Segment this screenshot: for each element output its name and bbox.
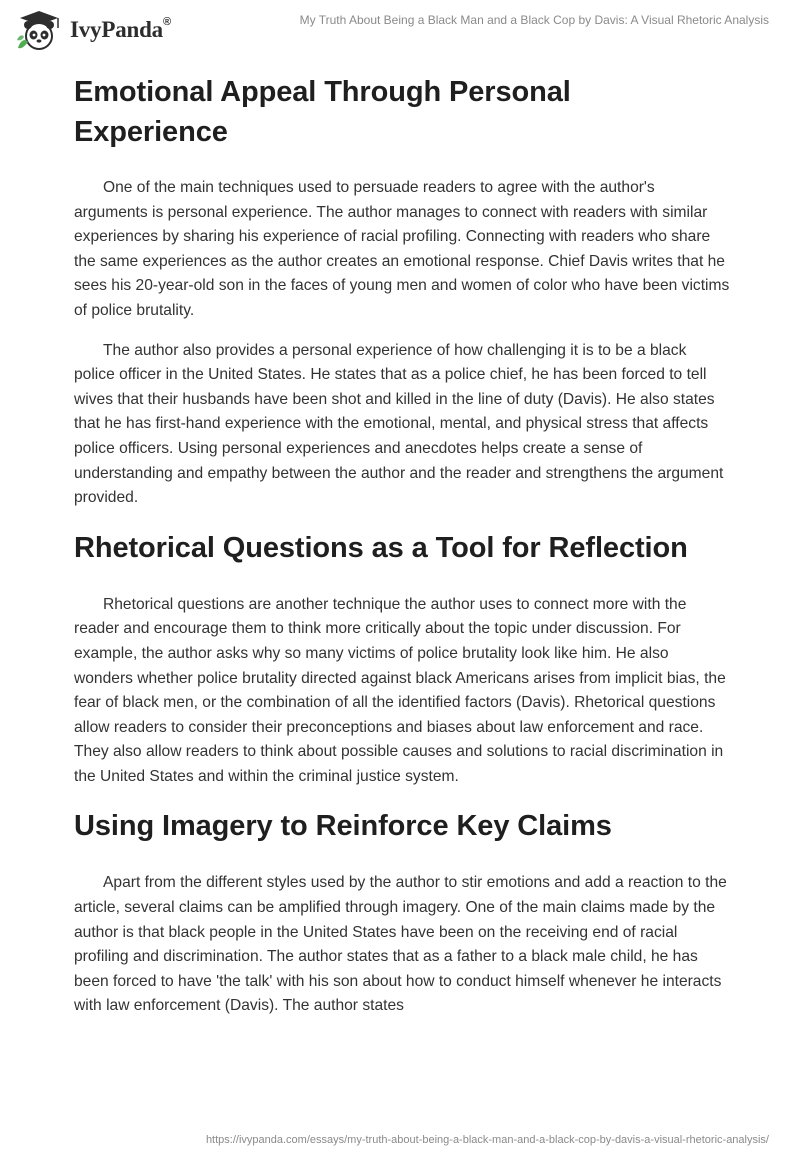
- paragraph: The author also provides a personal experience of how challenging it is to be a black police officer in the United States. He states that as a police chief, he has been forced to tell wives that their husbands have been shot and killed in the line of duty (Davis). He also states that he has first-hand experience with the emotional, mental, and physical stress that affects police officers. Using personal experiences and anecdotes helps create a sense of understanding and empathy between the author and the reader and strengthens the argument provided.: [74, 341, 724, 507]
- source-url-link[interactable]: https://ivypanda.com/essays/my-truth-about-being-a-black-man-and-a-black-cop-by-davis-a-visual-rhetoric-analysis/: [205, 1134, 769, 1146]
- brand-name: IvyPanda®: [70, 16, 171, 42]
- page-header: [0, 0, 800, 60]
- section-heading-rhetorical-questions: Rhetorical Questions as a Tool for Reflection: [74, 531, 688, 564]
- article-body: [74, 72, 730, 1019]
- section-heading-emotional-appeal: Emotional Appeal Through Personal Experience: [74, 76, 571, 148]
- ivypanda-logo[interactable]: [14, 8, 171, 52]
- paragraph: One of the main techniques used to persuade readers to agree with the author's arguments is personal experience. The author manages to connect with readers with similar experiences by sharing his experience of racial profiling. Connecting with readers who share the same experiences as the author creates an emotional response. Chief Davis writes that he sees his 20-year-old son in the faces of young men and women of color who have been victims of police brutality.: [74, 179, 730, 319]
- paragraph: Apart from the different styles used by the author to stir emotions and add a reaction to the article, several claims can be amplified through imagery. One of the main claims made by the author is that black people in the United States have been on the receiving end of racial profiling and discrimination. The author states that as a father to a black male child, he has been forced to have 'the talk' with his son about how to conduct himself whenever he interacts with law enforcement (Davis). The author states: [74, 874, 727, 1015]
- document-title: My Truth About Being a Black Man and a Black Cop by Davis: A Visual Rhetoric Analysis: [299, 13, 769, 27]
- section-heading-imagery: Using Imagery to Reinforce Key Claims: [74, 810, 612, 843]
- panda-logo-icon: [14, 8, 64, 52]
- paragraph: Rhetorical questions are another technique the author uses to connect more with the reader and encourage them to think more critically about the topic under discussion. For example, the author asks why so many victims of police brutality look like him. He also wonders whether police brutality directed against black Americans arises from implicit bias, the fear of black men, or the combination of all the identified factors (Davis). Rhetorical questions allow readers to consider their preconceptions and biases about law enforcement and race. They also allow readers to think about possible causes and solutions to racial discrimination in the United States and within the criminal justice system.: [74, 595, 726, 785]
